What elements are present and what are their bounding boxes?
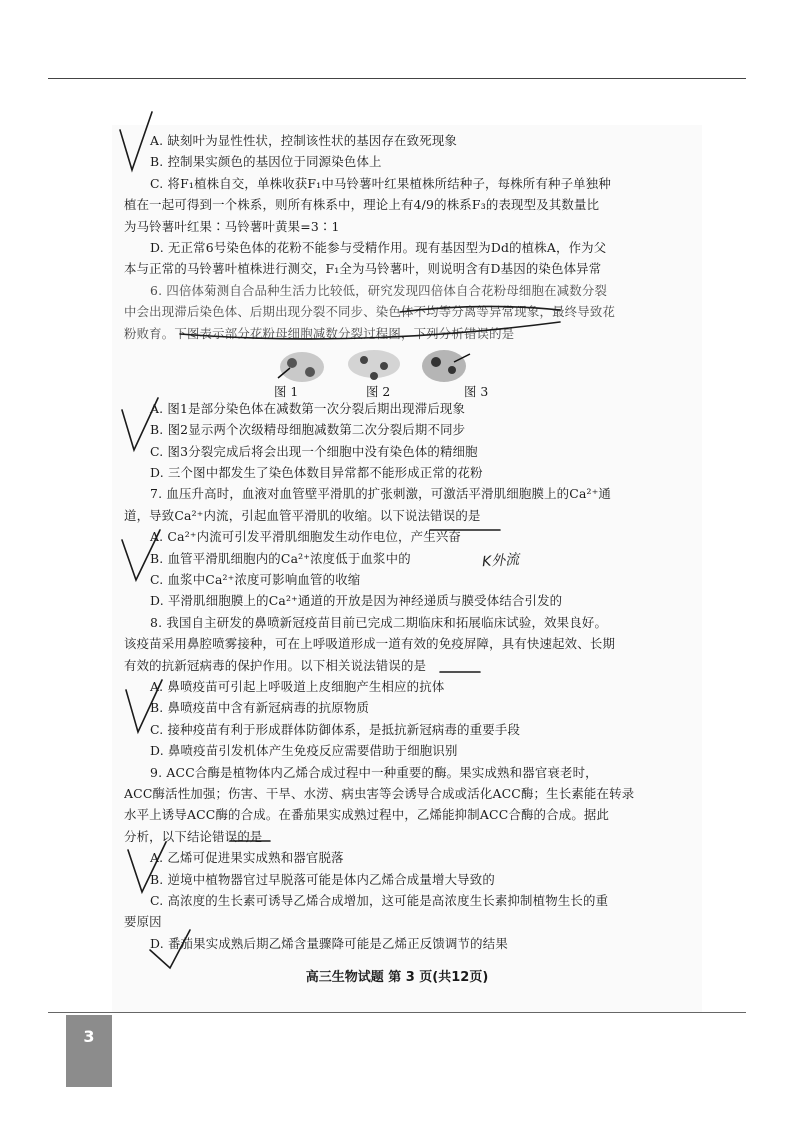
question-7-stem: 7. 血压升高时，血液对血管壁平滑肌的扩张刺激，可激活平滑肌细胞膜上的Ca²⁺通 [150, 486, 612, 502]
question-8-stem: 8. 我国自主研发的鼻喷新冠疫苗目前已完成二期临床和拓展临床试验，效果良好。 [150, 614, 608, 630]
page-number-badge: 3 [66, 1015, 112, 1087]
fig2-chromosome-mass [370, 372, 378, 380]
figure-3-label: 图 3 [464, 383, 489, 399]
option-a-q7: A. Ca²⁺内流可引发平滑肌细胞发生动作电位，产生兴奋 [150, 529, 462, 545]
option-c-q9: C. 高浓度的生长素可诱导乙烯合成增加，这可能是高浓度生长素抑制植物生长的重 [150, 892, 609, 908]
fig1-chromosome-mass [287, 358, 297, 368]
fig1-cell [280, 352, 324, 382]
question-6-stem-cont2: 粉败育。下图表示部分花粉母细胞减数分裂过程图，下列分析错误的是 [124, 325, 515, 341]
question-7-stem-cont: 道，导致Ca²⁺内流，引起血管平滑肌的收缩。以下说法错误的是 [124, 507, 481, 523]
question-6-stem: 6. 四倍体菊测自合品种生活力比较低，研究发现四倍体自合花粉母细胞在减数分裂 [150, 282, 608, 298]
page-footer: 高三生物试题 第 3 页(共12页) [305, 970, 489, 985]
question-text [124, 130, 694, 954]
option-c-q5: C. 将F₁植株自交，单株收获F₁中马铃薯叶红果植株所结种子，每株所有种子单独种 [150, 175, 611, 191]
block-top [124, 130, 694, 344]
figure-1-label: 图 1 [274, 383, 299, 399]
option-b-q6: B. 图2显示两个次级精母细胞减数第二次分裂后期不同步 [150, 422, 466, 438]
option-b-q9: B. 逆境中植物器官过早脱落可能是体内乙烯合成量增大导致的 [150, 871, 495, 887]
option-a-q9: A. 乙烯可促进果实成熟和器官脱落 [150, 850, 344, 866]
question-6-stem-cont1: 中会出现滞后染色体、后期出现分裂不同步、染色体不均等分离等异常现象，最终导致花 [124, 304, 616, 320]
fig3-chromosome-mass [448, 366, 456, 374]
option-d-q9: D. 番茄果实成熟后期乙烯含量骤降可能是乙烯正反馈调节的结果 [150, 935, 508, 951]
option-c-q6: C. 图3分裂完成后将会出现一个细胞中没有染色体的精细胞 [150, 443, 478, 459]
question-9-stem: 9. ACC合酶是植物体内乙烯合成过程中一种重要的酶。果实成熟和器官衰老时， [150, 764, 598, 780]
question-9-stem-cont1: ACC酶活性加强；伤害、干旱、水涝、病虫害等会诱导合成或活化ACC酶；生长素能在转录 [124, 785, 635, 801]
option-d-q6: D. 三个图中都发生了染色体数目异常都不能形成正常的花粉 [150, 465, 483, 481]
fig3-chromosome-mass [431, 357, 441, 367]
option-c-q5-cont1: 植在一起可得到一个株系，则所有株系中，理论上有4/9的株系F₃的表现型及其数量比 [124, 197, 600, 213]
option-b-q7: B. 血管平滑肌细胞内的Ca²⁺浓度低于血浆中的 [150, 550, 411, 566]
option-c-q8: C. 接种疫苗有利于形成群体防御体系，是抵抗新冠病毒的重要手段 [150, 721, 521, 737]
option-b-q8: B. 鼻喷疫苗中含有新冠病毒的抗原物质 [150, 700, 370, 716]
question-9-stem-cont2: 水平上诱导ACC酶的合成。在番茄果实成熟过程中，乙烯能抑制ACC合酶的合成。据此 [124, 807, 610, 823]
handwritten-note: K外流 [481, 551, 520, 571]
option-b-q5: B. 控制果实颜色的基因位于同源染色体上 [150, 154, 382, 170]
option-c-q7: C. 血浆中Ca²⁺浓度可影响血管的收缩 [150, 572, 361, 588]
option-d-q7: D. 平滑肌细胞膜上的Ca²⁺通道的开放是因为神经递质与膜受体结合引发的 [150, 593, 563, 609]
question-9-stem-cont3: 分析，以下结论错误的是 [124, 828, 263, 844]
fig1-chromosome-mass [305, 367, 315, 377]
option-c-q5-cont2: 为马铃薯叶红果∶马铃薯叶黄果=3∶1 [124, 218, 340, 234]
footer-rule [48, 1012, 746, 1013]
option-d-q8: D. 鼻喷疫苗引发机体产生免疫反应需要借助于细胞识别 [150, 743, 458, 759]
option-d-q5-cont: 本与正常的马铃薯叶植株进行测交，F₁全为马铃薯叶，则说明含有D基因的染色体异常 [124, 261, 602, 277]
option-a-q5: A. 缺刻叶为显性性状，控制该性状的基因存在致死现象 [150, 133, 458, 148]
fig2-chromosome-mass [380, 362, 388, 370]
figure-row [124, 346, 694, 398]
cell-micrographs [274, 348, 574, 386]
option-d-q5: D. 无正常6号染色体的花粉不能参与受精作用。现有基因型为Dd的植株A，作为父 [150, 239, 607, 255]
header-rule [48, 78, 746, 79]
question-8-stem-cont1: 该疫苗采用鼻腔喷雾接种，可在上呼吸道形成一道有效的免疫屏障，具有快速起效、长期 [124, 636, 616, 652]
option-a-q8: A. 鼻喷疫苗可引起上呼吸道上皮细胞产生相应的抗体 [150, 678, 445, 694]
figure-2-label: 图 2 [366, 383, 391, 399]
fig2-chromosome-mass [360, 356, 368, 364]
option-c-q9-cont: 要原因 [124, 914, 162, 930]
question-8-stem-cont2: 有效的抗新冠病毒的保护作用。以下相关说法错误的是 [124, 657, 427, 673]
option-a-q6: A. 图1是部分染色体在减数第一次分裂后期出现滞后现象 [150, 400, 466, 416]
block-bottom [124, 398, 694, 954]
fig3-cell [422, 350, 466, 382]
